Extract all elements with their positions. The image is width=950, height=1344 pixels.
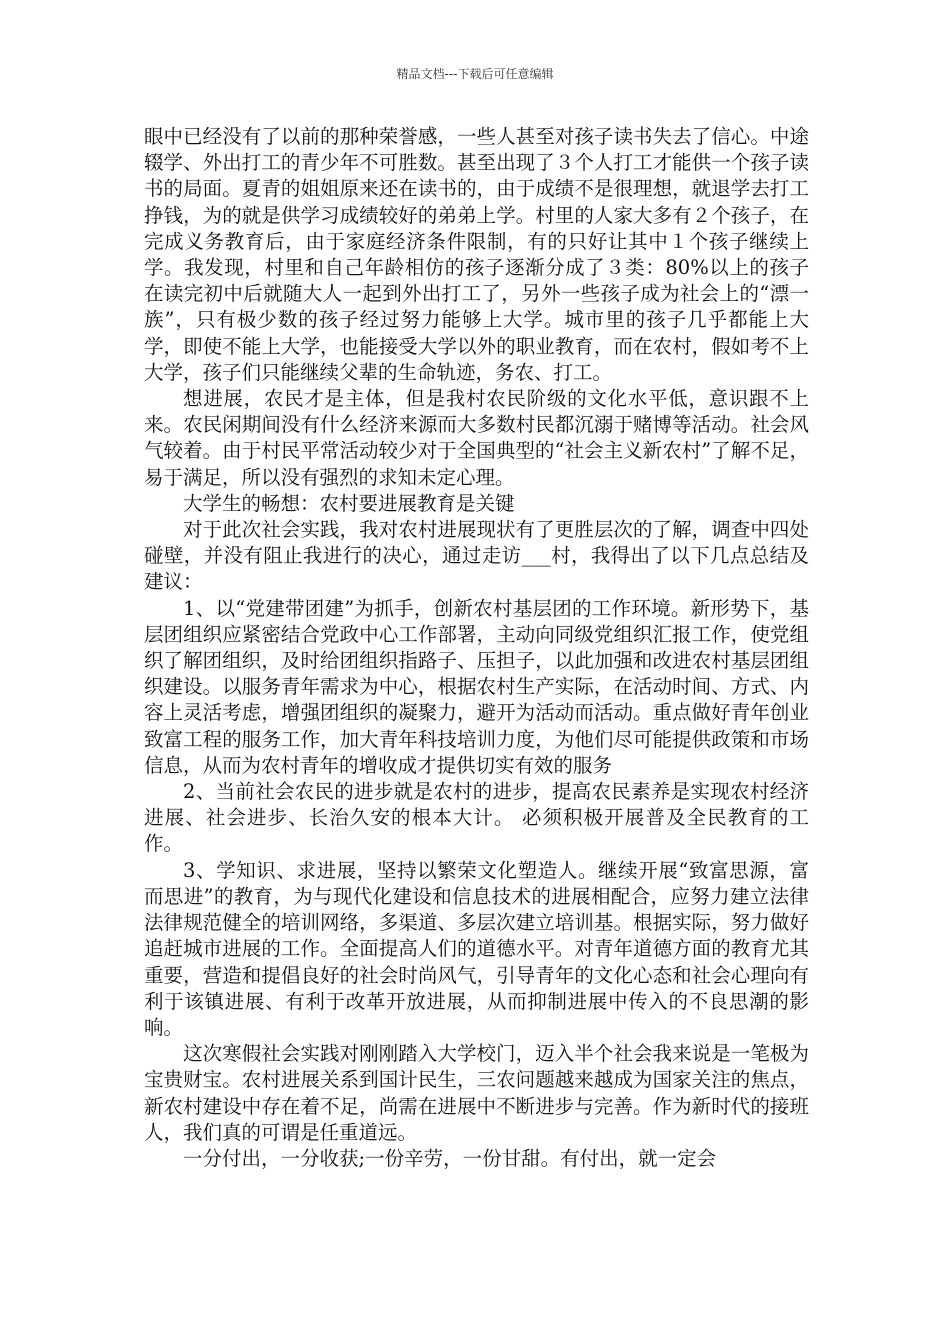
paragraph-suggestion-3: 3、学知识、求进展，坚持以繁荣文化塑造人。继续开展“致富思源，富而思进”的教育，为与现代化建设和信息技术的进展相配合，应努力建立法律法律规范健全的培训网络，多渠道、多层次建立培训基。根据实际，努力做好追赶城市进展的工作。全面提高人们的道德水平。对青年道德方面的教育尤其重要，营造和提倡良好的社会时尚风气，引导青年的文化心态和社会心理向有利于该镇进展、有利于改革开放进展，从而抑制进展中传入的不良思潮的影响。 (144, 858, 809, 1039)
paragraph-closing: 一分付出，一分收获;一份辛劳，一份甘甜。有付出，就一定会 (183, 1146, 717, 1170)
paragraph-rural-education-dropouts: 眼中已经没有了以前的那种荣誉感，一些人甚至对孩子读书失去了信心。中途辍学、外出打工的青少年不可胜数。甚至出现了３个人打工才能供一个孩子读书的局面。夏青的姐姐原来还在读书的，由于成绩不是很理想，就退学去打工挣钱，为的就是供学习成绩较好的弟弟上学。村里的人家大多有２个孩子，在完成义务教育后，由于家庭经济条件限制，有的只好让其中１个孩子继续上学。我发现，村里和自己年龄相仿的孩子逐渐分成了３类：80%以上的孩子在读完初中后就随大人一起到外出打工了，另外一些孩子成为社会上的“漂一族”，只有极少数的孩子经过努力能够上大学。城市里的孩子几乎都能上大学，即使不能上大学，也能接受大学以外的职业教育，而在农村，假如考不上大学，孩子们只能继续父辈的生命轨迹，务农、打工。 (144, 125, 809, 384)
paragraph-suggestion-2: 2、当前社会农民的进步就是农村的进步，提高农民素养是实现农村经济进展、社会进步、长治久安的根本大计。 必须积极开展普及全民教育的工作。 (144, 780, 809, 856)
paragraph-summary-intro: 对于此次社会实践，我对农村进展现状有了更胜层次的了解，调查中四处碰壁，并没有阻止我进行的决心，通过走访___村，我得出了以下几点总结及建议： (144, 518, 809, 594)
section-heading: 大学生的畅想：农村要进展教育是关键 (183, 491, 515, 515)
paragraph-farmer-culture: 想进展，农民才是主体，但是我村农民阶级的文化水平低，意识跟不上来。农民闲期间没有什么经济来源而大多数村民都沉溺于赌博等活动。社会风气较着。由于村民平常活动较少对于全国典型的“社会主义新农村”了解不足，易于满足，所以没有强烈的求知未定心理。 (144, 387, 809, 489)
document-body (144, 124, 809, 1172)
page-header: 精品文档---下载后可任意编辑 (396, 67, 554, 81)
paragraph-conclusion: 这次寒假社会实践对刚刚踏入大学校门，迈入半个社会我来说是一笔极为宝贵财宝。农村进展关系到国计民生，三农问题越来越成为国家关注的焦点，新农村建设中存在着不足，尚需在进展中不断进步与完善。作为新时代的接班人，我们真的可谓是任重道远。 (144, 1042, 809, 1144)
paragraph-suggestion-1: 1、以“党建带团建”为抓手，创新农村基层团的工作环境。新形势下，基层团组织应紧密结合党政中心工作部署，主动向同级党组织汇报工作，使党组织了解团组织，及时给团组织指路子、压担子，以此加强和改进农村基层团组织建设。以服务青年需求为中心，根据农村生产实际，在活动时间、方式、内容上灵活考虑，增强团组织的凝聚力，避开为活动而活动。重点做好青年创业致富工程的服务工作，加大青年科技培训力度，为他们尽可能提供政策和市场信息，从而为农村青年的增收成才提供切实有效的服务 (144, 596, 809, 777)
